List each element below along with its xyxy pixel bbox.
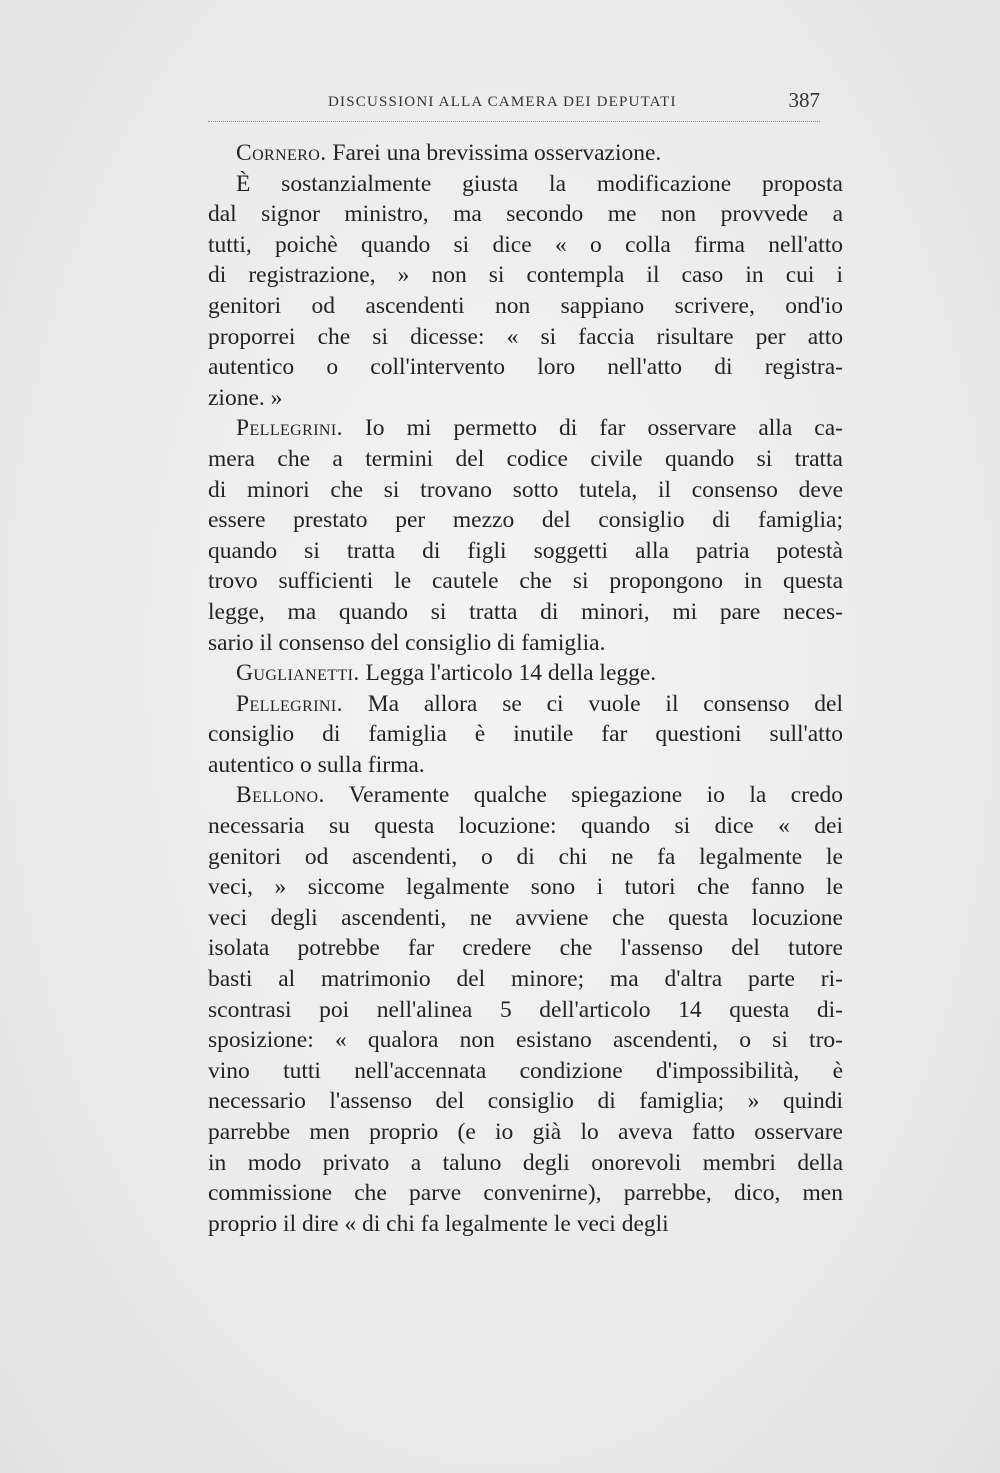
text-line [208,995,843,1026]
line-text: legge, ma quando si tratta di minori, mi pare neces- [208,598,843,625]
line-text: scontrasi poi nell'alinea 5 dell'articolo 14 questa di- [208,996,843,1023]
body-text [208,138,843,1239]
line-text: necessaria su questa locuzione: quando si dice « dei [208,813,843,840]
page-header [208,82,820,122]
line-text: essere prestato per mezzo del consiglio di famiglia; [208,507,843,534]
line-text: veci, » siccome legalmente sono i tutori che fanno le [208,874,843,901]
line-text: zione. » [208,384,283,411]
text-line [208,260,843,291]
page-number: 387 [788,88,820,112]
line-text: autentico o sulla firma. [208,751,425,778]
line-text: dal signor ministro, ma secondo me non provvede a [208,201,843,228]
line-text: Io mi permetto di far osservare alla ca- [342,415,843,442]
text-line [208,597,843,628]
text-line [208,444,843,475]
text-line [208,138,843,169]
text-line [208,628,843,659]
text-line [208,505,843,536]
text-line [208,383,843,414]
line-text: sario il consenso del consiglio di famiglia. [208,629,606,656]
line-text: genitori od ascendenti non sappiano scrivere, ond'io [208,292,843,319]
text-line [208,1117,843,1148]
speaker-name: Pellegrini. [236,415,343,442]
line-text: di registrazione, » non si contempla il caso in cui i [208,262,843,289]
text-line [208,964,843,995]
text-line [208,750,843,781]
text-line [208,1056,843,1087]
text-line [208,413,843,444]
line-text: in modo privato a taluno degli onorevoli membri della [208,1149,843,1176]
line-text: parrebbe men proprio (e io già lo aveva fatto osservare [208,1119,843,1145]
text-line [208,658,843,689]
line-text: quando si tratta di figli soggetti alla patria potestà [208,537,843,564]
header-rule [208,121,820,122]
line-text: genitori od ascendenti, o di chi ne fa legalmente le [208,843,843,870]
speaker-name: Pellegrini. [236,690,343,717]
text-line [208,1086,843,1117]
line-text: trovo sufficienti le cautele che si propongono in questa [208,568,843,595]
line-text: mera che a termini del codice civile quando si tratta [208,445,843,472]
line-text: tutti, poichè quando si dice « o colla firma nell'atto [208,231,843,258]
text-line [208,475,843,506]
line-text: Farei una brevissima osservazione. [326,140,662,166]
line-text: necessario l'assenso del consiglio di famiglia; » quindi [208,1088,843,1115]
text-line [208,811,843,842]
speaker-name: Bellono. [236,782,325,809]
text-line [208,719,843,750]
text-line [208,872,843,903]
line-text: Veramente qualche spiegazione io la credo [324,782,843,809]
text-line [208,780,843,811]
text-line [208,322,843,353]
text-line [208,566,843,597]
line-text: Ma allora se ci vuole il consenso del [342,690,843,717]
text-line [208,1178,843,1209]
text-line [208,1025,843,1056]
line-text: autentico o coll'intervento loro nell'atto di registra- [208,354,843,381]
line-text: proporrei che si dicesse: « si faccia risultare per atto [208,323,843,350]
text-line [208,903,843,934]
line-text: vino tutti nell'accennata condizione d'impossibilità, è [208,1057,843,1084]
speaker-name: Cornero. [236,140,327,166]
line-text: consiglio di famiglia è inutile far questioni sull'atto [208,721,843,748]
line-text: Legga l'articolo 14 della legge. [359,660,657,687]
line-text: isolata potrebbe far credere che l'assenso del tutore [208,935,843,962]
line-text: È sostanzialmente giusta la modificazione proposta [236,170,843,197]
speaker-name: Guglianetti. [236,660,360,687]
text-line [208,352,843,383]
line-text: proprio il dire « di chi fa legalmente le veci degli [208,1210,669,1237]
line-text: sposizione: « qualora non esistano ascendenti, o si tro- [208,1027,843,1054]
running-head: DISCUSSIONI ALLA CAMERA DEI DEPUTATI [328,94,677,110]
text-line [208,169,843,200]
text-line [208,291,843,322]
text-line [208,1148,843,1179]
line-text: di minori che si trovano sotto tutela, il consenso deve [208,476,843,503]
line-text: commissione che parve convenirne), parrebbe, dico, men [208,1180,843,1207]
line-text: veci degli ascendenti, ne avviene che questa locuzione [208,904,843,931]
text-line [208,689,843,720]
text-line [208,199,843,230]
line-text: basti al matrimonio del minore; ma d'altra parte ri- [208,966,843,993]
text-line [208,230,843,261]
text-line [208,1209,843,1240]
text-line [208,933,843,964]
text-line [208,536,843,567]
text-line [208,842,843,873]
